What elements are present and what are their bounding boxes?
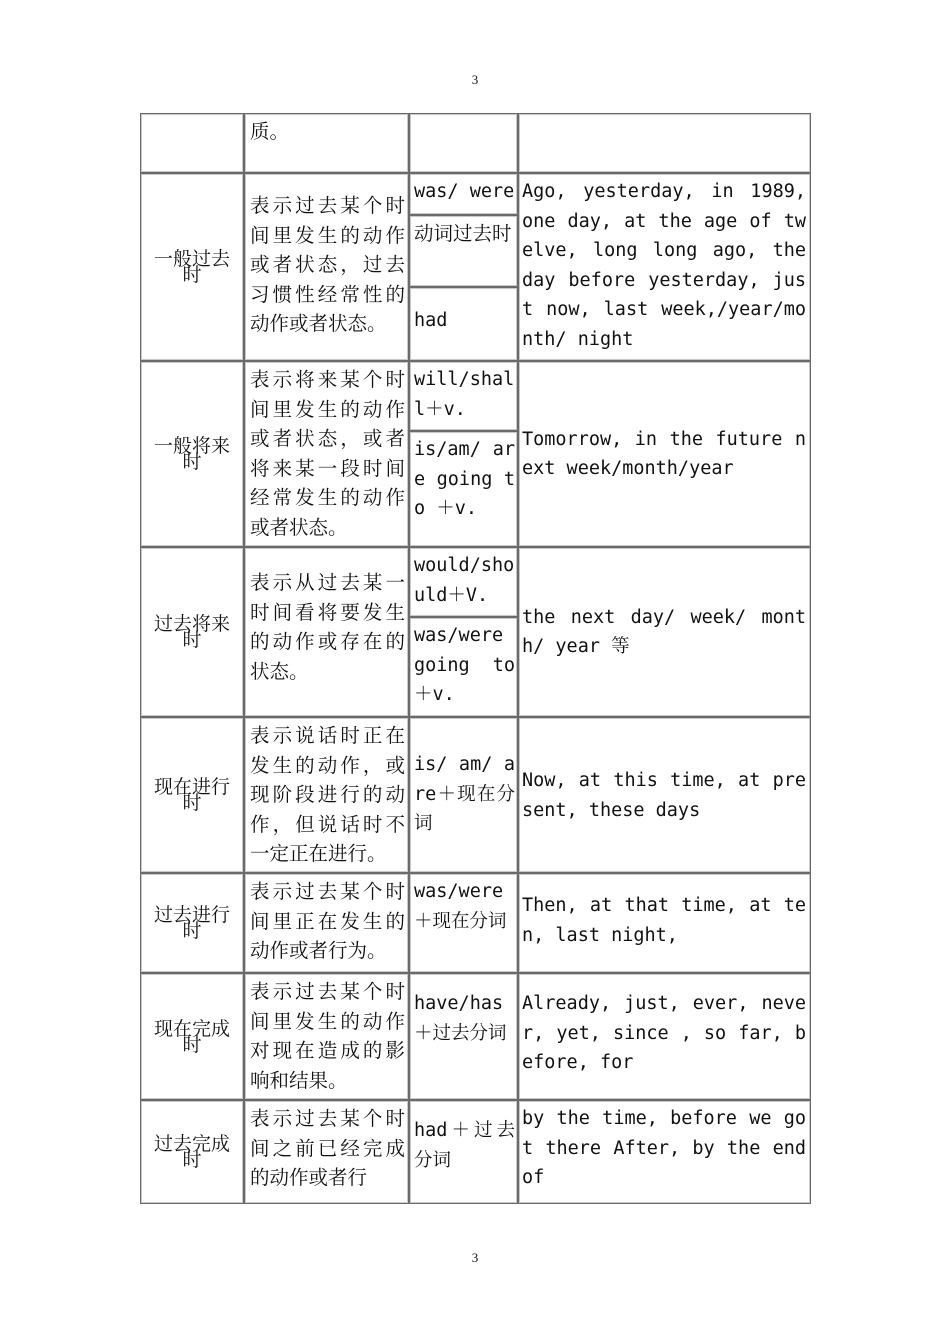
usage-cell [244, 113, 409, 173]
tense-name: 过去进行时 [153, 904, 230, 942]
usage-text: 表示过去某个时间之前已经完成的动作或者行 [250, 1107, 405, 1189]
form-cell [409, 1100, 518, 1204]
form-text: was/ were [414, 181, 515, 202]
form-text: will/shall＋v. [414, 369, 515, 420]
form-text: 动词过去时 [414, 222, 512, 245]
usage-cell [244, 173, 409, 361]
form-text: is/ am/ are＋现在分词 [414, 754, 515, 834]
tense-name: 现在进行时 [153, 776, 230, 814]
tense-name-cell [140, 1100, 244, 1204]
time-markers-cell [518, 547, 811, 717]
form-text: had＋过去分词 [414, 1120, 515, 1171]
form-cell [409, 617, 518, 717]
form-text: have/has ＋过去分词 [414, 993, 507, 1044]
time-markers-text: Ago, yesterday, in 1989, one day, at the age of twelve, long long ago, the day before yesterday, just now, last week,/year/month/ night [522, 181, 806, 350]
usage-text: 表示将来某个时间里发生的动作或者状态，或者将来某一段时间经常发生的动作或者状态。 [250, 368, 405, 539]
usage-cell [244, 717, 409, 873]
page-number-top: 3 [471, 72, 479, 87]
usage-cell [244, 1100, 409, 1204]
time-markers-cell [518, 361, 811, 547]
form-cell [409, 287, 518, 361]
time-markers-text: the next day/ week/ month/ year 等 [522, 606, 806, 657]
tense-name: 现在完成时 [153, 1017, 230, 1056]
form-cell [409, 431, 518, 547]
usage-text: 表示从过去某一时间看将要发生的动作或存在的状态。 [250, 571, 405, 683]
form-cell [409, 215, 518, 287]
time-markers-cell [518, 173, 811, 361]
time-markers-cell [518, 717, 811, 873]
tense-name-cell [140, 547, 244, 717]
form-cell [409, 873, 518, 973]
usage-cell [244, 547, 409, 717]
form-cell [409, 717, 518, 873]
form-cell [409, 113, 518, 173]
time-markers-cell [518, 1100, 811, 1204]
tense-name: 过去将来时 [153, 613, 230, 651]
form-cell [409, 973, 518, 1100]
time-markers-cell [518, 873, 811, 973]
tense-table [140, 113, 811, 1204]
usage-cell [244, 361, 409, 547]
form-cell [409, 361, 518, 431]
tense-name-cell [140, 873, 244, 973]
form-text: would/should＋V. [414, 555, 515, 606]
form-text: is/am/ are going to ＋v. [414, 439, 515, 519]
usage-text: 表示说话时正在发生的动作，或现阶段进行的动作，但说话时不一定正在进行。 [250, 724, 405, 865]
usage-cell [244, 873, 409, 973]
tense-name-cell [140, 361, 244, 547]
tense-name-cell [140, 717, 244, 873]
time-markers-text: Now, at this time, at present, these days [522, 770, 806, 821]
time-markers-cell [518, 113, 811, 173]
form-cell [409, 547, 518, 617]
usage-text: 表示过去某个时间里发生的动作或者状态，过去习惯性经常性的动作或者状态。 [250, 194, 405, 335]
tense-name-cell [140, 973, 244, 1100]
usage-text: 表示过去某个时间里正在发生的动作或者行为。 [250, 880, 405, 962]
time-markers-text: Already, just, ever, never, yet, since , so far, before, for [522, 993, 806, 1073]
form-cell [409, 173, 518, 215]
time-markers-text: Then, at that time, at ten, last night, [522, 895, 806, 946]
tense-name: 过去完成时 [153, 1133, 230, 1171]
form-text: was/were going to ＋v. [414, 625, 515, 705]
form-text: had [414, 310, 448, 331]
page-number-bottom: 3 [471, 1250, 479, 1265]
tense-name-cell [140, 113, 244, 173]
time-markers-cell [518, 973, 811, 1100]
tense-name-cell [140, 173, 244, 361]
time-markers-text: Tomorrow, in the future next week/month/year [522, 428, 806, 479]
usage-text: 质。 [250, 120, 290, 143]
form-text: was/were ＋现在分词 [414, 881, 507, 932]
usage-cell [244, 973, 409, 1100]
tense-name: 一般过去时 [153, 248, 230, 286]
usage-text: 表示过去某个时间里发生的动作对现在造成的影响和结果。 [250, 980, 405, 1092]
tense-name: 一般将来时 [153, 435, 230, 473]
time-markers-text: by the time, before we got there After, by the end of [522, 1108, 806, 1188]
